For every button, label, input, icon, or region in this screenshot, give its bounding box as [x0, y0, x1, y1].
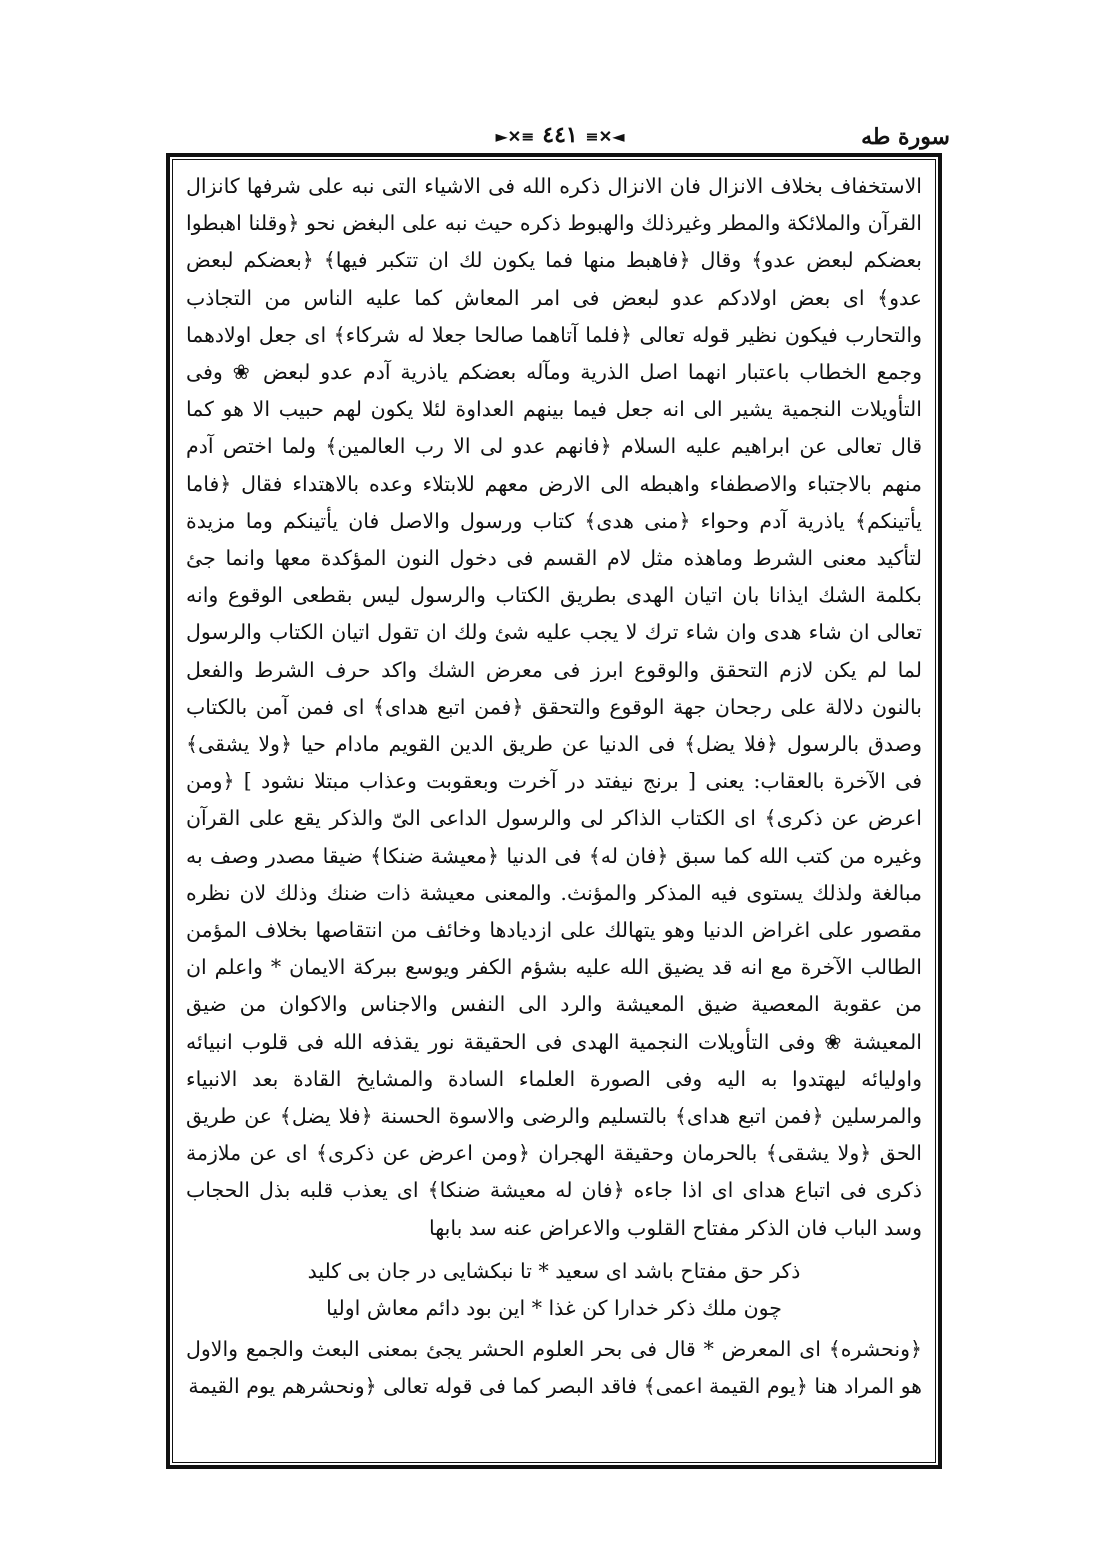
- page-number-block: [460, 122, 660, 148]
- body-paragraph-2: ﴿ونحشره﴾ اى المعرض * قال فى بحر العلوم الحشر يجئ بمعنى البعث والجمع والاول هو المراد هنا ﴿يوم القيمة اعمى﴾ فاقد البصر كما فى قوله تعالى ﴿ونحشرهم يوم القيمة: [186, 1336, 922, 1399]
- ornament-left-icon: ◄✕≡: [585, 127, 625, 146]
- poem-line-1: ذكر حق مفتاح باشد اى سعيد * تا نبكشايى در جان بى كليد: [307, 1258, 801, 1283]
- page-header: [160, 118, 950, 158]
- page-number: ٤٤١: [542, 122, 578, 148]
- main-text: [186, 168, 922, 1458]
- ornament-right-icon: ≡✕►: [495, 127, 535, 146]
- poem-line-2: چون ملك ذكر خدارا كن غذا * اين بود دائم معاش اوليا: [326, 1295, 782, 1320]
- surah-title: سورة طه: [861, 124, 950, 150]
- body-paragraph-1: الاستخفاف بخلاف الانزال فان الانزال ذكره الله فى الاشياء التى نبه على شرفها كانزال القرآن والملائكة والمطر وغيرذلك والهبوط ذكره حيث نبه على البغض نحو ﴿وقلنا اهبطوا بعضكم لبعض عدو﴾ وقال ﴿فاهبط منها فما يكون لك ان تتكبر فيها﴾ ﴿بعضكم لبعض عدو﴾ اى بعض اولادكم عدو لبعض فى امر المعاش كما عليه الناس من التجاذب والتحارب فيكون نظير قوله تعالى ﴿فلما آتاهما صالحا جعلا له شركاء﴾ اى جعل اولادهما وجمع الخطاب باعتبار انهما اصل الذرية ومآله بعضكم ياذرية آدم عدو لبعض ❀ وفى التأويلات النجمية يشير الى انه جعل فيما بينهم العداوة لئلا يكون لهم حبيب الا هو كما قال تعالى عن ابراهيم عليه السلام ﴿فانهم عدو لى الا رب العالمين﴾ ولما اختص آدم منهم بالاجتباء والاصطفاء واهبطه الى الارض معهم للابتلاء وعده بالاهتداء فقال ﴿فاما يأتينكم﴾ ياذرية آدم وحواء ﴿منى هدى﴾ كتاب ورسول والاصل فان يأتينكم وما مزيدة لتأكيد معنى الشرط وماهذه مثل لام القسم فى دخول النون المؤكدة معها وانما جئ بكلمة الشك ايذانا بان اتيان الهدى بطريق الكتاب والرسول ليس بقطعى الوقوع وانه تعالى ان شاء هدى وان شاء ترك لا يجب عليه شئ ولك ان تقول اتيان الكتاب والرسول لما لم يكن لازم التحقق والوقوع ابرز فى معرض الشك واكد حرف الشرط والفعل بالنون دلالة على رجحان جهة الوقوع والتحقق ﴿فمن اتبع هداى﴾ اى فمن آمن بالكتاب وصدق بالرسول ﴿فلا يضل﴾ فى الدنيا عن طريق الدين القويم مادام حيا ﴿ولا يشقى﴾ فى الآخرة بالعقاب: يعنى [ برنج نيفتد در آخرت وبعقوبت وعذاب مبتلا نشود ] ﴿ومن اعرض عن ذكرى﴾ اى الكتاب الذاكر لى والرسول الداعى الىّ والذكر يقع على القرآن وغيره من كتب الله كما سبق ﴿فان له﴾ فى الدنيا ﴿معيشة ضنكا﴾ ضيقا مصدر وصف به مبالغة ولذلك يستوى فيه المذكر والمؤنث. والمعنى معيشة ذات ضنك وذلك لان نظره مقصور على اغراض الدنيا وهو يتهالك على ازديادها وخائف من انتقاصها بخلاف المؤمن الطالب الآخرة مع انه قد يضيق الله عليه بشؤم الكفر ويوسع ببركة الايمان * واعلم ان من عقوبة المعصية ضيق المعيشة والرد الى النفس والاجناس والاكوان من ضيق المعيشة ❀ وفى التأويلات النجمية الهدى فى الحقيقة نور يقذفه الله فى قلوب انبيائه واوليائه ليهتدوا به اليه وفى الصورة العلماء السادة والمشايخ القادة بعد الانبياء والمرسلين ﴿فمن اتبع هداى﴾ بالتسليم والرضى والاسوة الحسنة ﴿فلا يضل﴾ عن طريق الحق ﴿ولا يشقى﴾ بالحرمان وحقيقة الهجران ﴿ومن اعرض عن ذكرى﴾ اى عن ملازمة ذكرى فى اتباع هداى اى اذا جاءه ﴿فان له معيشة ضنكا﴾ اى يعذب قلبه بذل الحجاب وسد الباب فان الذكر مفتاح القلوب والاعراض عنه سد بابها: [186, 174, 922, 1240]
- poem-block: [186, 1253, 922, 1327]
